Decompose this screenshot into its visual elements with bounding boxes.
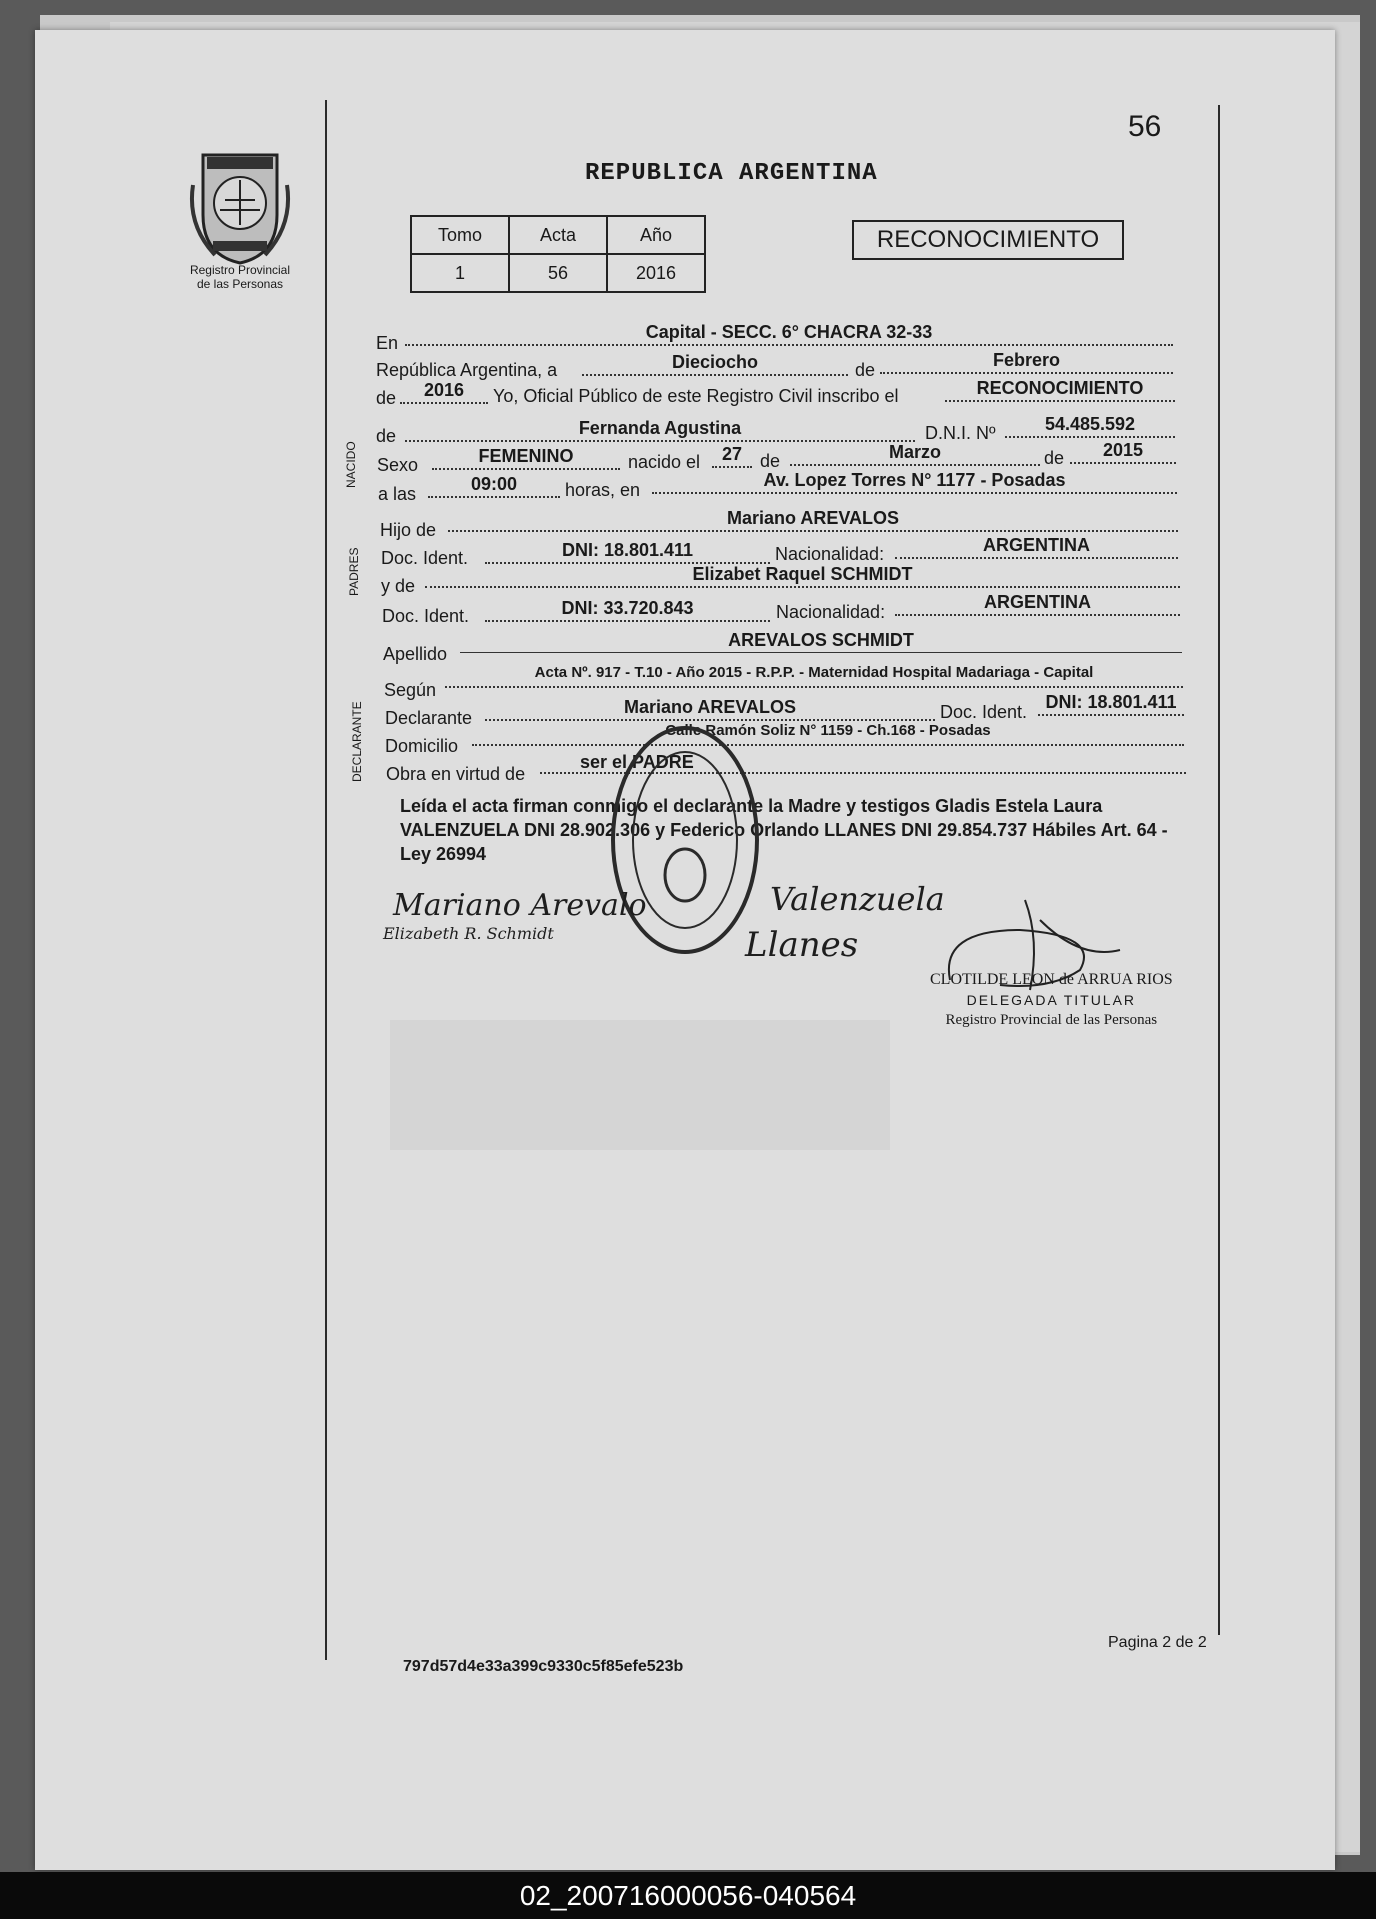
republica-label: República Argentina, a [376, 360, 558, 380]
segun-value: Acta Nº. 917 - T.10 - Año 2015 - R.P.P. - Maternidad Hospital Madariaga - Capital [445, 664, 1183, 688]
page-number: 56 [1128, 110, 1162, 143]
en-label: En [376, 333, 399, 353]
sexo-label: Sexo [377, 455, 419, 475]
father-doc-value: DNI: 18.801.411 [485, 540, 770, 564]
declarante-label: Declarante [385, 708, 473, 728]
father-doc-label: Doc. Ident. [381, 548, 469, 568]
child-name-value: Fernanda Agustina [405, 418, 915, 442]
logo-caption [170, 263, 310, 291]
header-anio: Año [607, 216, 705, 254]
right-margin-rule [1218, 105, 1220, 1635]
declarante-value: Mariano AREVALOS [485, 697, 935, 721]
mother-nat-label: Nacionalidad: [776, 602, 886, 622]
table-value-row [411, 254, 705, 292]
act-kind-value: RECONOCIMIENTO [945, 378, 1175, 402]
a-las-label: a las [378, 484, 417, 504]
value-acta: 56 [509, 254, 607, 292]
scan-footer-id: 02_200716000056-040564 [0, 1872, 1376, 1919]
father-name-value: Mariano AREVALOS [448, 508, 1178, 532]
father-nat-label: Nacionalidad: [775, 544, 885, 564]
signature-witness-1: Valenzuela [770, 880, 945, 918]
birth-place-value: Av. Lopez Torres N° 1177 - Posadas [652, 470, 1177, 494]
nacido-side-label: NACIDO [344, 441, 358, 488]
value-anio: 2016 [607, 254, 705, 292]
horas-en-label: horas, en [565, 480, 641, 500]
official-office: Registro Provincial de las Personas [945, 1012, 1158, 1028]
document-hash: 797d57d4e33a399c9330c5f85efe523b [403, 1658, 684, 1675]
de-year-label: de [376, 388, 397, 408]
hijo-de-label: Hijo de [380, 520, 437, 540]
table-header-row [411, 216, 705, 254]
declarante-side-label: DECLARANTE [350, 701, 364, 782]
birth-time-value: 09:00 [428, 474, 560, 498]
declarante-doc-value: DNI: 18.801.411 [1038, 692, 1184, 716]
left-margin-rule [325, 100, 327, 1660]
document-title: REPUBLICA ARGENTINA [585, 160, 878, 187]
month-value: Febrero [880, 350, 1173, 374]
official-block [930, 970, 1173, 1030]
mother-name-value: Elizabet Raquel SCHMIDT [425, 564, 1180, 588]
oficial-text: Yo, Oficial Público de este Registro Civil inscribo el [493, 386, 899, 406]
mother-doc-label: Doc. Ident. [382, 606, 470, 626]
nacido-de-label-2: de [760, 451, 781, 471]
sexo-value: FEMENINO [432, 446, 620, 470]
y-de-label: y de [381, 576, 416, 596]
place-value: Capital - SECC. 6° CHACRA 32-33 [405, 322, 1173, 346]
padres-side-label: PADRES [347, 547, 361, 596]
official-role: DELEGADA TITULAR [966, 992, 1137, 1008]
nacido-el-label: nacido el [628, 452, 701, 472]
logo-caption-line-2: de las Personas [196, 277, 284, 291]
pagination-text: Pagina 2 de 2 [1108, 1634, 1207, 1651]
dni-label: D.N.I. Nº [925, 423, 996, 443]
faded-background-marking [390, 1020, 890, 1150]
domicilio-label: Domicilio [385, 736, 459, 756]
value-tomo: 1 [411, 254, 509, 292]
registry-round-stamp [605, 720, 765, 960]
signature-mother: Elizabeth R. Schmidt [383, 924, 554, 943]
birth-month-value: Marzo [790, 442, 1040, 466]
mother-nat-value: ARGENTINA [895, 592, 1180, 616]
father-nat-value: ARGENTINA [895, 535, 1178, 559]
child-dni-value: 54.485.592 [1005, 414, 1175, 438]
obra-value: ser el PADRE [540, 752, 1186, 774]
obra-label: Obra en virtud de [386, 764, 526, 784]
logo-caption-line-1: Registro Provincial [189, 263, 291, 277]
de-label: de [855, 360, 876, 380]
apellido-value: AREVALOS SCHMIDT [460, 630, 1182, 653]
signature-father: Mariano Arevalo [393, 888, 647, 923]
act-type-box: RECONOCIMIENTO [852, 220, 1124, 260]
year-value: 2016 [400, 380, 488, 404]
header-tomo: Tomo [411, 216, 509, 254]
day-value: Dieciocho [582, 352, 848, 376]
domicilio-value: Calle Ramón Soliz N° 1159 - Ch.168 - Posadas [472, 722, 1184, 746]
signature-witness-2: Llanes [745, 925, 859, 965]
closing-text: Leída el acta firman conmigo el declarante la Madre y testigos Gladis Estela Laura VALENZUELA DNI 28.902.306 y Federico Orlando LLANES DNI 29.854.737 Hábiles Art. 64 - Ley 26994 [400, 796, 1168, 864]
apellido-label: Apellido [383, 644, 448, 664]
misiones-seal-logo [185, 145, 295, 265]
header-acta: Acta [509, 216, 607, 254]
official-name: CLOTILDE LEON de ARRUA RIOS [930, 971, 1173, 988]
nacido-de-label-3: de [1044, 448, 1065, 468]
birth-year-value: 2015 [1070, 440, 1176, 464]
nacido-de-label: de [376, 426, 397, 446]
declarante-doc-label: Doc. Ident. [940, 702, 1028, 722]
tomo-acta-anio-table [410, 215, 706, 293]
mother-doc-value: DNI: 33.720.843 [485, 598, 770, 622]
segun-label: Según [384, 680, 437, 700]
birth-day-value: 27 [712, 444, 752, 468]
